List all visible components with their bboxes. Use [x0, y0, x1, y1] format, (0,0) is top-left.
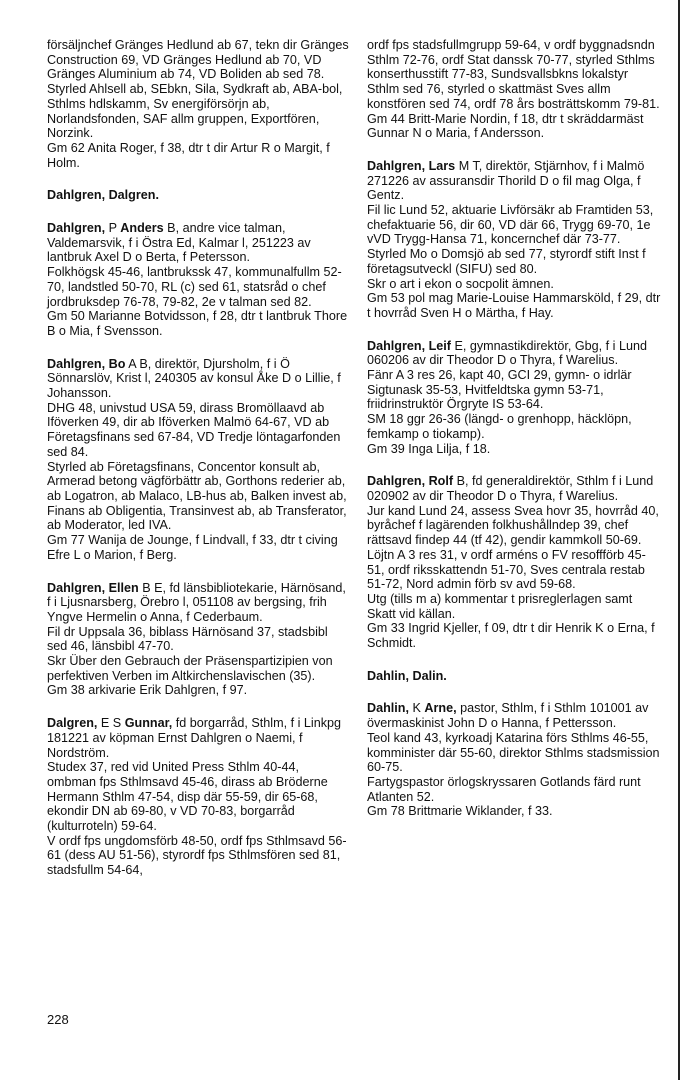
- entry-text: E, gymnastikdirektör, Gbg, f i Lund 060206 av dir Theodor D o Thyra, f Warelius.: [367, 338, 647, 368]
- entry-continued: [47, 38, 349, 170]
- entry-dahlgren-ellen: [47, 581, 349, 699]
- entry-initials: E S: [100, 716, 122, 731]
- entry-text: DHG 48, univstud USA 59, dirass Bromöllaavd ab Iföverken 49, dir ab Iföverken Malmö 64-67, VD ab Företagsfinans sed 67-84, VD Tredje löntagarfonden sed 84.: [47, 400, 341, 459]
- entry-dalgren-gunnar: [47, 716, 349, 878]
- entry-name: Dahlgren, Lars: [367, 158, 456, 173]
- entry-text: Löjtn A 3 res 31, v ordf arméns o FV resoffförb 45-51, ordf riksskattendn 51-70, Sves centrala restab 51-72, Nord admin förb sv avd 59-68.: [367, 547, 646, 592]
- entry-text: ordf fps stadsfullmgrupp 59-64, v ordf byggnadsndn Sthlm 72-76, ordf Stat danssk 70-77, styrled Sthlms konserthusstift 77-83, Sundsvallsbkns lokalstyr Sthlm sed 76, styrled o skattmäst Sves allm konstfören sed 74, ordf 78 års bosträttskomm 79-81.: [367, 38, 660, 111]
- entry-text: Fartygspastor örlogskryssaren Gotlands färd runt Atlanten 52.: [367, 774, 641, 804]
- entry-dahlin-arne: [367, 701, 663, 819]
- entry-initials: K: [412, 701, 421, 716]
- entry-text: M T, direktör, Stjärnhov, f i Malmö 271226 av assuransdir Thorild D o fil mag Olga, f Gentz.: [367, 158, 645, 203]
- entry-text: SM 18 ggr 26-36 (längd- o grenhopp, häcklöpn, femkamp o tiokamp).: [367, 412, 632, 441]
- entry-surname: Dahlgren,: [47, 356, 106, 371]
- entry-text: Jur kand Lund 24, assess Svea hovr 35, hovrråd 40, byråchef f lagärenden folkhushållndep 39, chef rättsavd findep 44 (tf 42), gendir kammkoll 50-69.: [367, 503, 659, 548]
- entry-surname: Dahlgren,: [47, 580, 106, 595]
- entry-text: Gm 44 Britt-Marie Nordin, f 18, dtr t skräddarmäst Gunnar N o Maria, f Andersson.: [367, 111, 644, 141]
- entry-text: Gm 39 Inga Lilja, f 18.: [367, 441, 491, 456]
- entry-text: Gm 78 Brittmarie Wiklander, f 33.: [367, 804, 553, 819]
- entry-text: Studex 37, red vid United Press Sthlm 40-44, ombman fps Sthlmsavd 45-46, dirass ab Bröderne Hermann Sthlm 47-54, disp där 55-59, dir 65-68, ekondir DN ab 69-80, v VD 70-83, borgarråd (kulturroteln) 59-64.: [47, 760, 328, 834]
- entry-text: B, fd generaldirektör, Sthlm f i Lund 020902 av dir Theodor D o Thyra, f Warelius.: [367, 474, 654, 503]
- entry-text: Skr o art i ekon o socpolit ämnen.: [367, 276, 554, 291]
- entry-given-name: Ellen: [108, 580, 139, 595]
- entry-surname: Dahlgren,: [47, 221, 106, 236]
- entry-text: fd borgarråd, Sthlm, f i Linkpg 181221 av köpman Ernst Dahlgren o Naemi, f Nordström.: [47, 716, 341, 760]
- entry-dahlgren-rolf: [367, 474, 663, 650]
- entry-text: B, andre vice talman, Valdemarsvik, f i Östra Ed, Kalmar l, 251223 av lantbruk Axel D o Berta, f Petersson.: [47, 221, 311, 265]
- entry-given-name: Anders: [120, 221, 164, 236]
- entry-given-name: Arne,: [424, 701, 457, 716]
- page-number: 228: [47, 1012, 69, 1027]
- entry-dahlgren-leif: [367, 339, 663, 457]
- section-heading: Dahlgren, Dalgren.: [47, 188, 159, 203]
- entry-text: Styrled Ahlsell ab, SEbkn, Sila, Sydkraft ab, ABA-bol, Sthlms hdlskamm, Sv energiförsörjn ab, Norlandsfonden, SAF allm gruppen, Exportfören, Norzink.: [47, 82, 343, 141]
- entry-name: Dahlgren, Rolf: [367, 474, 454, 489]
- entry-text: Styrled ab Företagsfinans, Concentor konsult ab, Armerad betong vägförbättr ab, Gorthons rederier ab, ab Logatron, ab Malaco, LB-hus ab, Balken invest ab, Finans ab Obligentia, Transinvest ab, ab Transferator, ab Moderator, led IVA.: [47, 459, 347, 533]
- entry-text: Folkhögsk 45-46, lantbrukssk 47, kommunalfullm 52-70, landstled 50-70, RL (c) sed 61, statsråd o chef jordbruksdep 76-78, 79-82, 2e v talman sed 82.: [47, 265, 342, 309]
- entry-continued: [367, 38, 663, 141]
- section-heading: Dahlin, Dalin.: [367, 668, 447, 683]
- entry-given-name: Gunnar,: [124, 716, 173, 731]
- entry-surname: Dalgren,: [47, 716, 98, 731]
- entry-text: Styrled Mo o Domsjö ab sed 77, styrordf stift Inst f företagsutveckl (SIFU) sed 80.: [367, 247, 646, 276]
- entry-dahlgren-bo: [47, 357, 349, 563]
- entry-text: Gm 33 Ingrid Kjeller, f 09, dtr t dir Henrik K o Erna, f Schmidt.: [367, 621, 655, 651]
- entry-given-name: Bo: [108, 356, 126, 371]
- entry-text: Fil lic Lund 52, aktuarie Livförsäkr ab Framtiden 53, chefaktuarie 56, dir 60, VD där 66, Trygg 69-70, 1e vVD Trygg-Hansa 71, koncernchef där 73-77.: [367, 203, 654, 247]
- left-column: [47, 38, 349, 896]
- entry-dahlgren-lars: [367, 159, 663, 321]
- entry-text: Skr Über den Gebrauch der Präsenspartizipien von perfektiven Verben im Altkirchenslavischen (35).: [47, 654, 333, 683]
- entry-dahlgren-anders: [47, 221, 349, 339]
- right-column: [367, 38, 663, 837]
- entry-text: pastor, Sthlm, f i Sthlm 101001 av övermaskinist John D o Hanna, f Pettersson.: [367, 701, 649, 731]
- entry-text: Utg (tills m a) kommentar t prisreglerlagen samt Skatt vid källan.: [367, 591, 633, 621]
- entry-text: Gm 53 pol mag Marie-Louise Hammarsköld, f 29, dtr t hovrråd Sven H o Märtha, f Hay.: [367, 291, 661, 320]
- entry-text: Teol kand 43, kyrkoadj Katarina förs Sthlms 46-55, komminister där 55-60, direktor Sthlms stadsmission 60-75.: [367, 730, 660, 775]
- entry-text: Fänr A 3 res 26, kapt 40, GCI 29, gymn- o idrlär Sigtunask 35-53, Hvitfeldtska gymn 53-71, friidrinstruktör Örgryte IS 53-64.: [367, 368, 632, 412]
- entry-text: Gm 62 Anita Roger, f 38, dtr t dir Artur R o Margit, f Holm.: [47, 140, 330, 170]
- entry-text: försäljnchef Gränges Hedlund ab 67, tekn dir Gränges Construction 69, VD Gränges Hedlund ab 70, VD Gränges Aluminium ab 74, VD Boliden ab sed 78.: [47, 38, 349, 82]
- entry-initials: P: [108, 221, 117, 236]
- entry-text: Gm 77 Wanija de Jounge, f Lindvall, f 33, dtr t civing Efre L o Marion, f Berg.: [47, 533, 338, 562]
- entry-surname: Dahlin,: [367, 701, 409, 716]
- entry-text: Gm 50 Marianne Botvidsson, f 28, dtr t lantbruk Thore B o Mia, f Svensson.: [47, 309, 348, 338]
- entry-name: Dahlgren, Leif: [367, 338, 451, 353]
- entry-text: Fil dr Uppsala 36, biblass Härnösand 37, stadsbibl sed 46, länsbibl 47-70.: [47, 624, 328, 654]
- entry-text: Gm 38 arkivarie Erik Dahlgren, f 97.: [47, 683, 248, 698]
- entry-text: A B, direktör, Djursholm, f i Ö Sönnarslöv, Krist l, 240305 av konsul Åke D o Lillie, f Johansson.: [47, 356, 341, 401]
- entry-text: V ordf fps ungdomsförb 48-50, ordf fps Sthlmsavd 56-61 (dess AU 51-56), styrordf fps Sthlmsfören sed 81, stadsfullm 54-64,: [47, 833, 347, 878]
- entry-text: B E, fd länsbibliotekarie, Härnösand, f i Ljusnarsberg, Örebro l, 051108 av bergsing, frih Yngve Hermelin o Anna, f Cederbaum.: [47, 580, 346, 624]
